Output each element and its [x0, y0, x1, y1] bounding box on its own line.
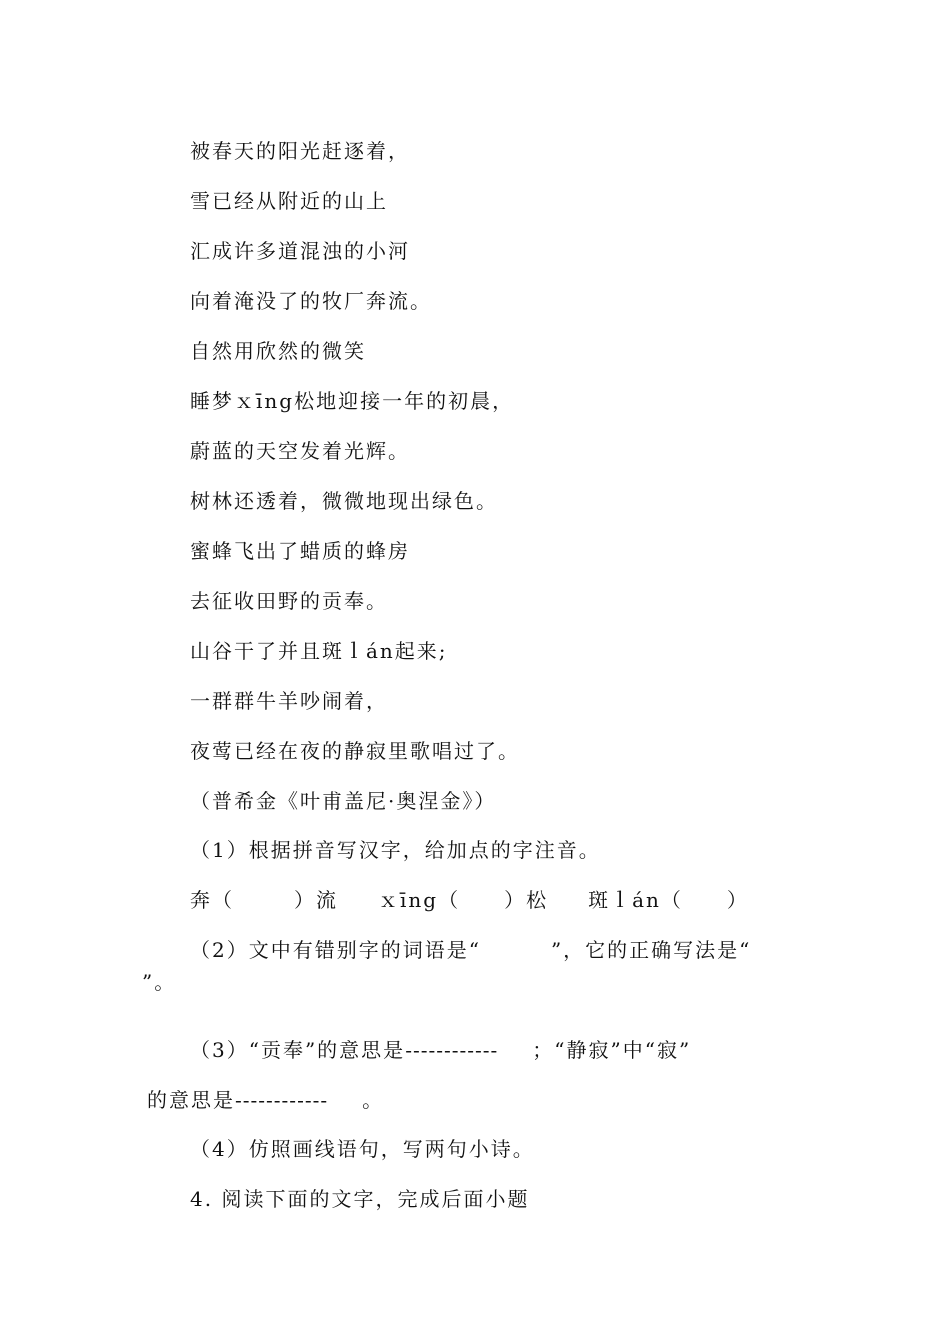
poem-source: （普希金《叶甫盖尼·奥涅金》） [190, 789, 497, 813]
q1-item-3-open: 斑ｌán（ [588, 888, 683, 912]
question-1-items [190, 886, 749, 914]
poem-line: 树林还透着，微微地现出绿色。 [190, 489, 498, 513]
q2-text-3: ”。 [142, 970, 177, 994]
poem-line: 一群群牛羊吵闹着， [190, 689, 388, 713]
q1-item-2-close: ）松 [504, 888, 549, 912]
question-2-line [190, 936, 751, 964]
poem-line: 向着淹没了的牧厂奔流。 [190, 289, 432, 313]
poem-line: 睡梦ｘīng松地迎接一年的初晨， [190, 389, 515, 413]
question-1-prompt: （1）根据拼音写汉字，给加点的字注音。 [190, 838, 601, 862]
q1-item-1-open: 奔（ [190, 888, 234, 912]
q3-text-4: 。 [362, 1088, 385, 1112]
question-4-prompt: （4）仿照画线语句，写两句小诗。 [190, 1137, 535, 1161]
next-question-heading: 4. 阅读下面的文字，完成后面小题 [190, 1187, 530, 1211]
poem-line: 去征收田野的贡奉。 [190, 589, 388, 613]
poem-line: 蔚蓝的天空发着光辉。 [190, 439, 410, 463]
q2-text-1: （2）文中有错别字的词语是“ [190, 938, 481, 962]
poem-line: 被春天的阳光赶逐着， [190, 139, 410, 163]
answer-blank[interactable]: ------------ [405, 1038, 499, 1062]
q3-text-2: ；“静寂”中“寂” [532, 1038, 692, 1062]
q3-text-1: （3）“贡奉”的意思是 [190, 1038, 406, 1062]
poem-line: 雪已经从附近的山上 [190, 189, 388, 213]
poem-line: 山谷干了并且斑ｌán起来; [190, 639, 448, 663]
poem-line: 汇成许多道混浊的小河 [190, 239, 410, 263]
question-2-end [142, 968, 176, 996]
question-3-line-2 [147, 1086, 384, 1114]
answer-blank[interactable]: ------------ [235, 1088, 329, 1112]
q2-text-2: ”，它的正确写法是“ [550, 938, 752, 962]
q1-item-2-open: ｘīng（ [378, 888, 461, 912]
question-3-line [190, 1036, 691, 1064]
q1-item-3-close: ） [726, 888, 749, 912]
q3-text-3: 的意思是 [147, 1088, 235, 1112]
poem-line: 夜莺已经在夜的静寂里歌唱过了。 [190, 739, 520, 763]
poem-line: 自然用欣然的微笑 [190, 339, 366, 363]
q1-item-1-close: ）流 [294, 888, 338, 912]
poem-line: 蜜蜂飞出了蜡质的蜂房 [190, 539, 410, 563]
